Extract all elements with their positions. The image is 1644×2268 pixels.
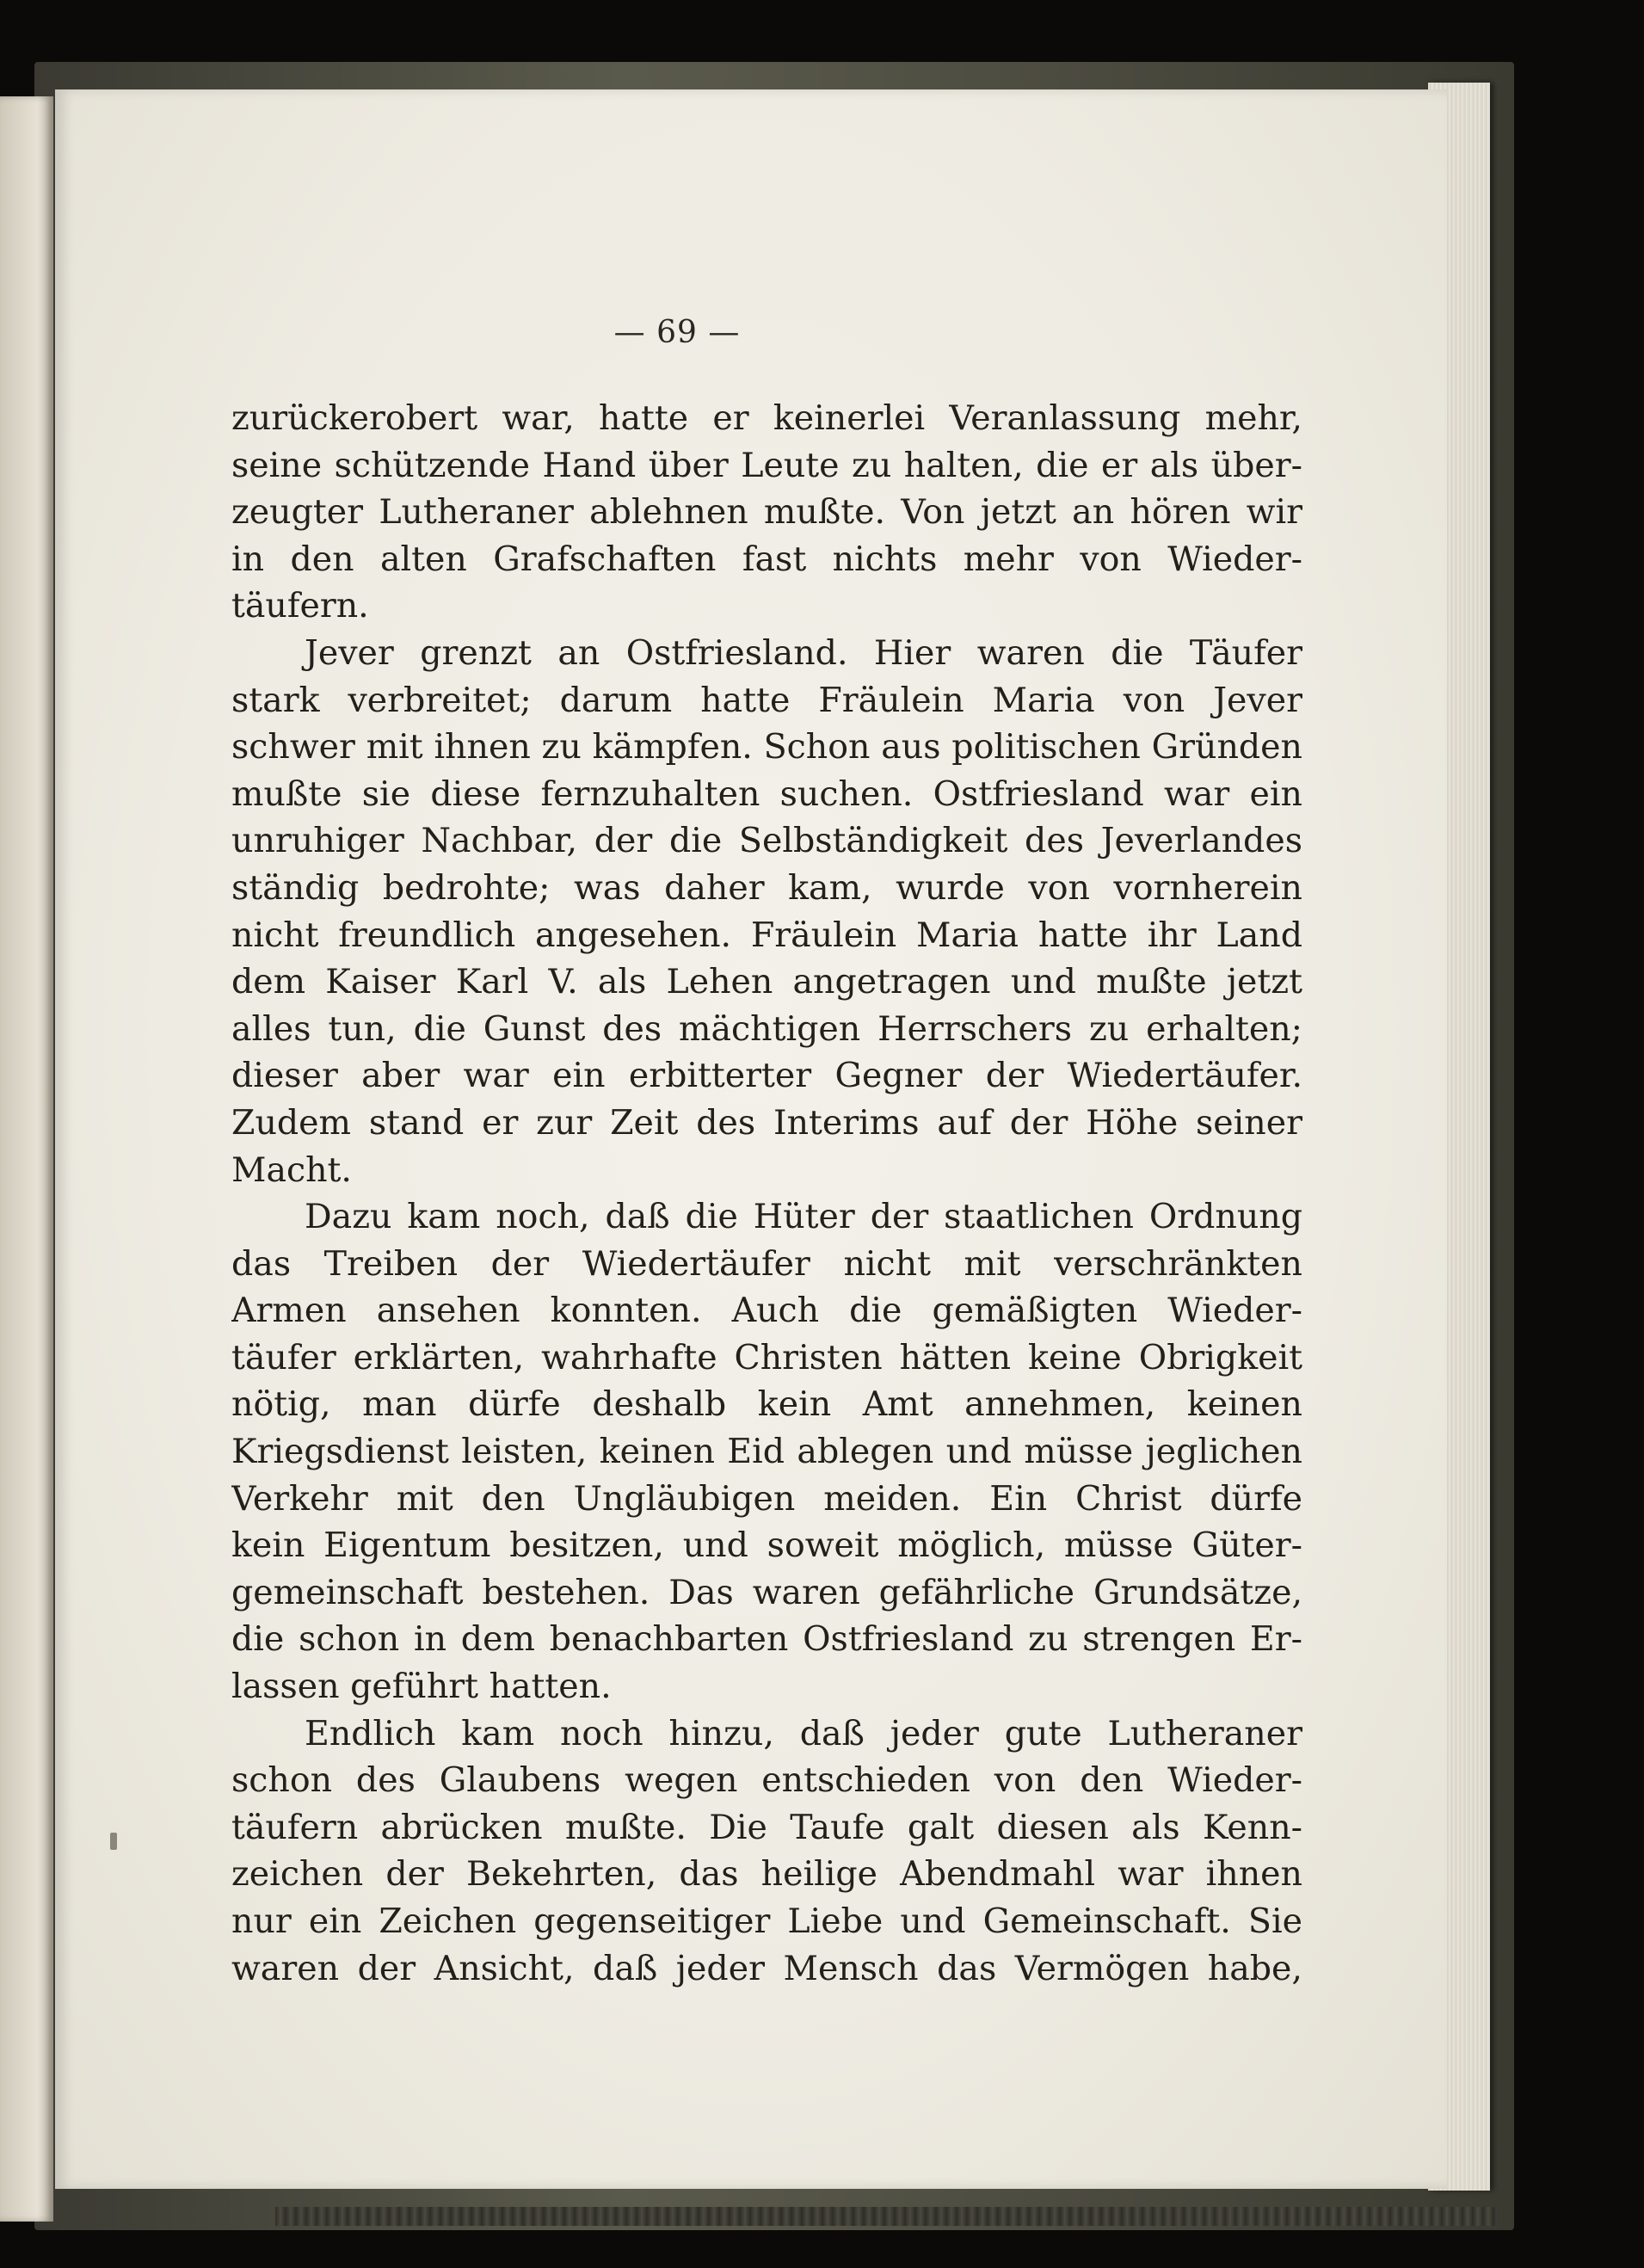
text-line: ständig bedrohte; was daher kam, wurde von vornherein [231, 867, 1302, 908]
text-line: in den alten Grafschaften fast nichts mehr von Wieder- [231, 539, 1302, 579]
text-line: Armen ansehen konnten. Auch die gemäßigten Wieder- [231, 1291, 1302, 1331]
text-line: gemeinschaft bestehen. Das waren gefährliche Grundsätze, [231, 1572, 1302, 1612]
text-line: schwer mit ihnen zu kämpfen. Schon aus politischen Gründen [231, 727, 1302, 767]
text-line: schon des Glaubens wegen entschieden von den Wieder- [231, 1760, 1302, 1801]
paragraph-start-line: Dazu kam noch, daß die Hüter der staatlichen Ordnung [305, 1197, 1302, 1237]
body-text [231, 395, 1302, 1992]
text-line: nur ein Zeichen gegenseitiger Liebe und Gemeinschaft. Sie [231, 1901, 1302, 1941]
text-line: alles tun, die Gunst des mächtigen Herrschers zu erhalten; [231, 1008, 1302, 1049]
page-number: — 69 — [613, 315, 741, 350]
text-line: nötig, man dürfe deshalb kein Amt annehmen, keinen [231, 1384, 1302, 1425]
text-line: dieser aber war ein erbitterter Gegner der Wiedertäufer. [231, 1056, 1302, 1096]
text-line: Kriegsdienst leisten, keinen Eid ablegen und müsse jeglichen [231, 1432, 1302, 1472]
text-line: die schon in dem benachbarten Ostfriesland zu strengen Er- [231, 1619, 1302, 1660]
text-line: dem Kaiser Karl V. als Lehen angetragen und mußte jetzt [231, 962, 1302, 1002]
text-line: täufern abrücken mußte. Die Taufe galt diesen als Kenn- [231, 1807, 1302, 1847]
text-line: waren der Ansicht, daß jeder Mensch das Vermögen habe, [231, 1948, 1302, 1988]
text-line: seine schützende Hand über Leute zu halten, die er als über- [231, 445, 1302, 485]
paragraph-start-line: Jever grenzt an Ostfriesland. Hier waren die Täufer [305, 632, 1302, 673]
text-line: täufer erklärten, wahrhafte Christen hätten keine Obrigkeit [231, 1337, 1302, 1377]
text-line: zeugter Lutheraner ablehnen mußte. Von jetzt an hören wir [231, 492, 1302, 533]
page-margin-mark [110, 1833, 117, 1850]
text-line: Zudem stand er zur Zeit des Interims auf der Höhe seiner [231, 1102, 1302, 1143]
paragraph-start-line: Endlich kam noch hinzu, daß jeder gute Lutheraner [305, 1713, 1302, 1753]
text-line: stark verbreitet; darum hatte Fräulein Maria von Jever [231, 680, 1302, 720]
text-line: Macht. [231, 1149, 352, 1190]
book-page [55, 89, 1447, 2189]
text-line: zeichen der Bekehrten, das heilige Abendmahl war ihnen [231, 1854, 1302, 1895]
text-line: mußte sie diese fernzuhalten suchen. Ostfriesland war ein [231, 773, 1302, 814]
left-facing-page [0, 96, 53, 2222]
text-line: täufern. [231, 586, 369, 626]
text-line: lassen geführt hatten. [231, 1667, 612, 1707]
text-line: kein Eigentum besitzen, und soweit möglich, müsse Güter- [231, 1525, 1302, 1566]
cover-bottom-edge [275, 2207, 1497, 2226]
text-line: unruhiger Nachbar, der die Selbständigkeit des Jeverlandes [231, 821, 1302, 861]
text-line: nicht freundlich angesehen. Fräulein Maria hatte ihr Land [231, 915, 1302, 955]
text-line: das Treiben der Wiedertäufer nicht mit verschränkten [231, 1243, 1302, 1284]
text-line: Verkehr mit den Ungläubigen meiden. Ein Christ dürfe [231, 1478, 1302, 1519]
text-line: zurückerobert war, hatte er keinerlei Veranlassung mehr, [231, 398, 1302, 438]
